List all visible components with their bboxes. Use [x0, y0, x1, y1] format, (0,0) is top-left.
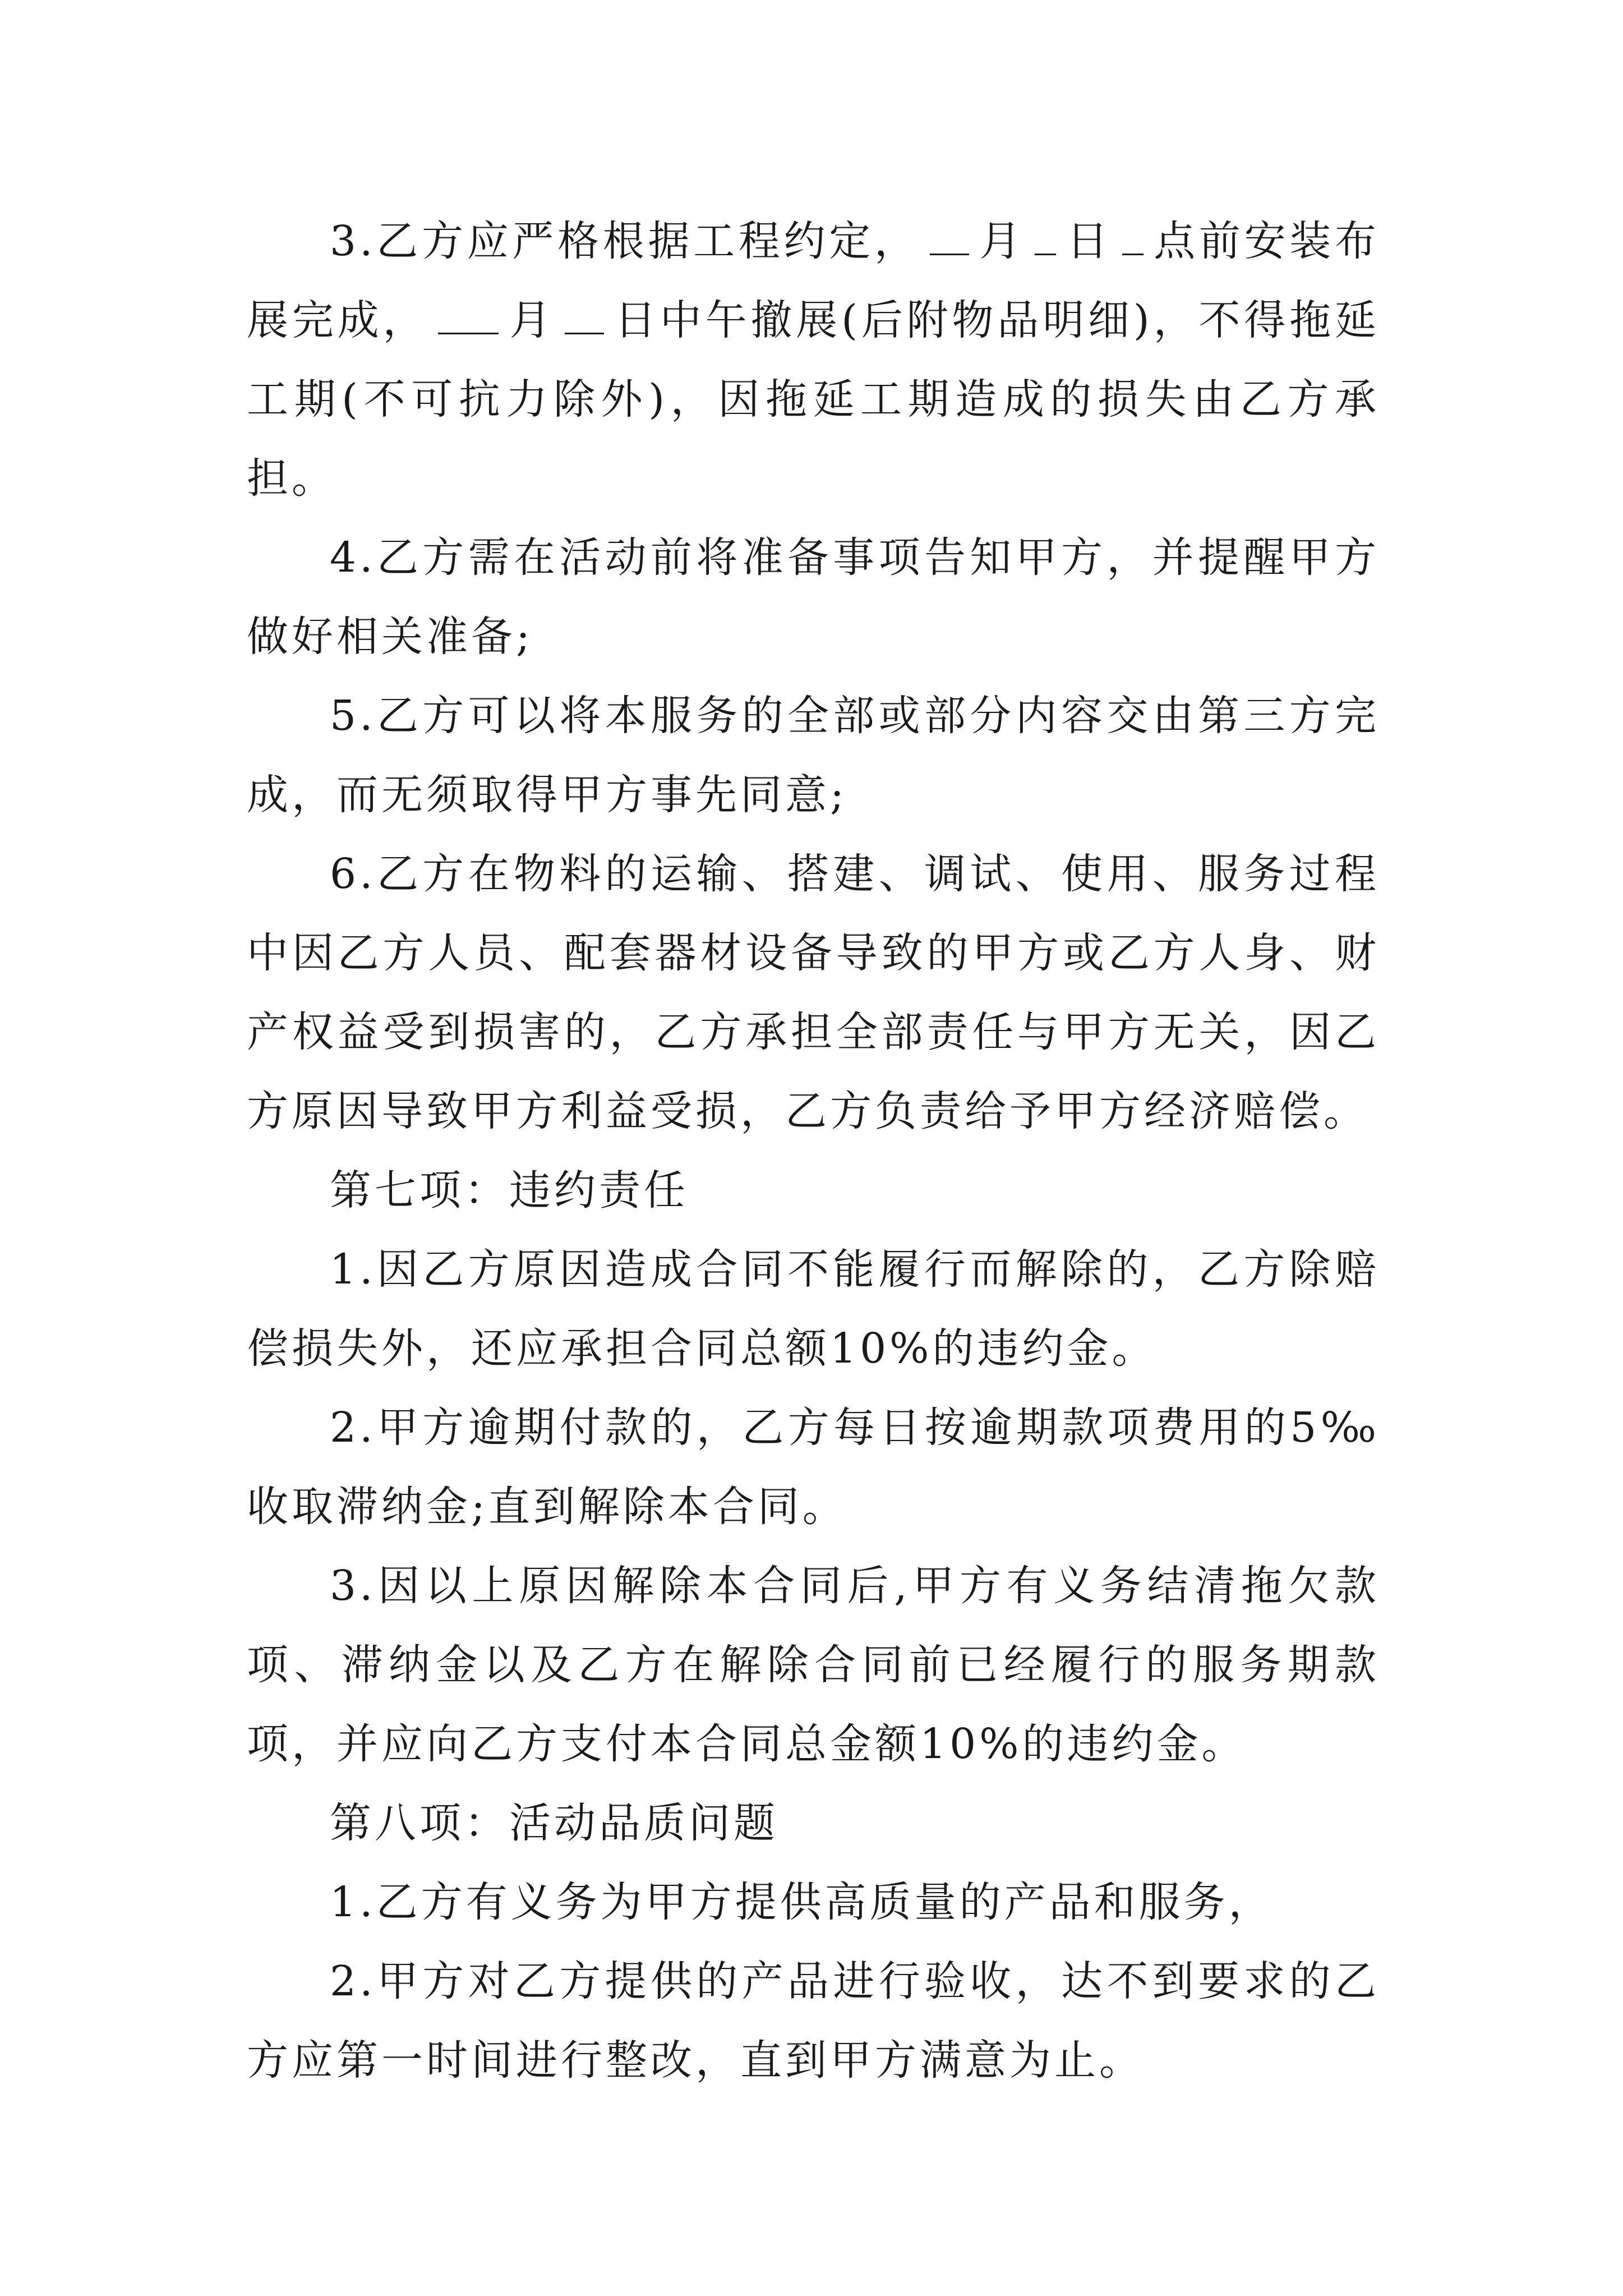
clause-text: 日: [1066, 217, 1112, 265]
breach-clause-1: 1.因乙方原因造成合同不能履行而解除的，乙方除赔偿损失外，还应承担合同总额10%的违约金。: [247, 1245, 1380, 1373]
clause-6-liability: 6.乙方在物料的运输、搭建、调试、使用、服务过程中因乙方人员、配套器材设备导致的甲方或乙方人身、财产权益受到损害的，乙方承担全部责任与甲方无关，因乙方原因导致甲方利益受损，乙方负责给予甲方经济赔偿。: [247, 850, 1380, 1135]
clause-text: 月: [979, 217, 1025, 265]
clause-5-subcontract: 5.乙方可以将本服务的全部或部分内容交由第三方完成，而无须取得甲方事先同意;: [247, 692, 1380, 819]
quality-clause-1: 1.乙方有义务为甲方提供高质量的产品和服务，: [330, 1878, 1274, 1926]
document-body: [247, 202, 1380, 2100]
breach-clause-3: 3.因以上原因解除本合同后,甲方有义务结清拖欠款项、滞纳金以及乙方在解除合同前已经履行的服务期款项，并应向乙方支付本合同总金额10%的违约金。: [247, 1562, 1380, 1768]
blank-month-field: [438, 300, 499, 334]
blank-day-field: [1035, 221, 1056, 255]
breach-clause-2: 2.甲方逾期付款的，乙方每日按逾期款项费用的5‰收取滞纳金;直到解除本合同。: [247, 1404, 1380, 1531]
section-heading-quality: 第八项：活动品质问题: [330, 1799, 778, 1847]
clause-text: 3.乙方应严格根据工程约定，: [330, 217, 920, 265]
clause-text: 月: [509, 296, 555, 344]
clause-4-preparation: 4.乙方需在活动前将准备事项告知甲方，并提醒甲方做好相关准备;: [247, 533, 1380, 661]
blank-month-field: [930, 221, 969, 255]
blank-day-field: [565, 300, 604, 334]
clause-text: 日中午撤展(后附物品明细)，不得拖延工期(不可抗力除外)，因拖延工期造成的损失由乙方承担。: [247, 296, 1380, 503]
clause-3-schedule: [247, 202, 1380, 518]
blank-hour-field: [1122, 221, 1144, 255]
clause-text: 点前安装布展完成，: [247, 217, 1380, 344]
section-heading-breach: 第七项：违约责任: [330, 1166, 689, 1214]
quality-clause-2: 2.甲方对乙方提供的产品进行验收，达不到要求的乙方应第一时间进行整改，直到甲方满意为止。: [247, 1957, 1380, 2085]
